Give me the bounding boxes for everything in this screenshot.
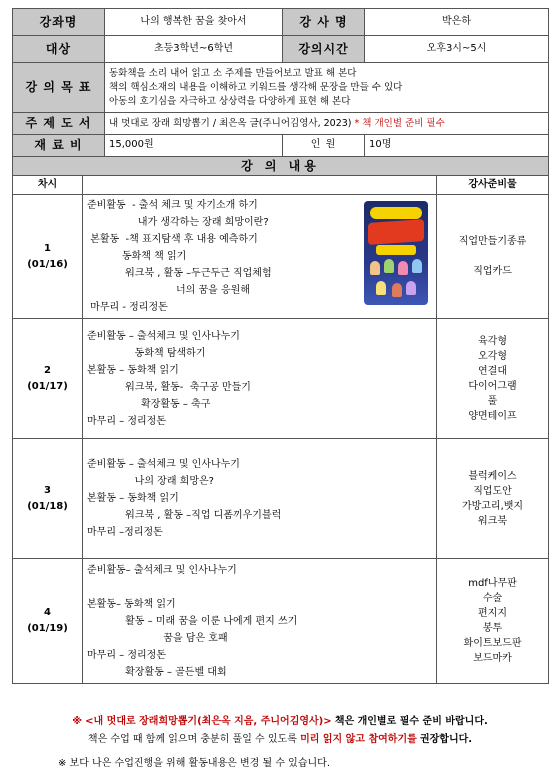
footer-note-2 [12,730,548,745]
footer-text-b: 권장합니다. [419,734,473,745]
book-note: * 책 개인별 준비 필수 [354,117,445,129]
materials-column-header: 강사준비물 [437,176,549,195]
material-item: 연결대 [478,365,507,377]
footer-book-title: <내 멋대로 장래희망뽑기(최은옥 지음, 주니어김영사)> [85,716,332,727]
activity-line: 동화책 탐색하기 [87,347,206,359]
info-table [12,8,549,157]
fee-label: 재 료 비 [13,135,105,157]
session-materials [437,319,549,439]
people-label: 인 원 [283,135,365,157]
material-item: 풀 [487,395,498,407]
session-number: 3 (01/18) [13,439,83,559]
activity-line: 워크북, 활동- 축구공 만들기 [87,381,251,393]
material-item: 육각형 [478,335,507,347]
footer-note-1 [12,712,548,727]
material-item: 오각형 [478,350,507,362]
material-item: 양면테이프 [468,410,517,422]
activity-line [87,579,432,596]
activity-line: 너의 꿈을 응원해 [87,285,250,296]
activity-line: 마무리 - 정리정돈 [87,302,168,313]
material-item: 편지지 [478,608,507,619]
session-activities [83,319,437,439]
material-item: 보드마카 [473,653,512,664]
activity-line: 본활동 -책 표지탐색 후 내용 예측하기 [87,234,258,245]
session-activities [83,559,437,684]
session-materials [437,559,549,684]
material-item: 화이트보드판 [463,638,522,649]
session-column-header: 차시 [13,176,83,195]
material-item: mdf나무판 [468,578,517,589]
material-item: 다이어그램 [468,380,517,392]
activity-line: 확장활동 – 골든벨 대회 [87,666,227,678]
activity-line: 마무리 –정리정돈 [87,527,163,538]
book-cover-image [364,201,428,305]
course-plan [12,8,548,684]
session-number: 1 (01/16) [13,195,83,319]
session-row [13,559,549,684]
session-materials [437,195,549,319]
book-title: 내 멋대로 장래 희망뽑기 / 최은옥 글(주니어김영사, 2023) [109,117,352,129]
material-item: 블럭케이스 [468,470,517,482]
instructor-value: 박은하 [365,9,549,36]
activity-line: 워크북 , 활동 –직업 디폼끼우기블럭 [87,510,282,521]
activity-line: 나의 장래 희망은? [87,476,214,487]
goal-item: 아동의 호기심을 자극하고 상상력을 다양하게 표현 해 본다 [109,95,351,107]
fee-value: 15,000원 [105,135,283,157]
activity-line: 활동 – 미래 꿈을 이룬 나에게 편지 쓰기 [87,615,298,627]
goal-item: 책의 핵심소재의 내용을 이해하고 키워드를 생각해 문장을 만들 수 있다 [109,81,403,93]
footer-required: 책은 개인별로 필수 준비 바랍니다. [334,716,488,727]
session-number: 4 (01/19) [13,559,83,684]
instructor-label: 강 사 명 [283,9,365,36]
time-value: 오후3시~5시 [365,36,549,63]
footer-text-red: 미리 읽지 않고 참여하기를 [300,734,417,745]
activity-line: 준비활동 – 출석체크 및 인사나누기 [87,330,240,342]
course-label: 강좌명 [13,9,105,36]
session-number: 2 (01/17) [13,319,83,439]
course-value: 나의 행복한 꿈을 찾아서 [105,9,283,36]
activity-line: 마무리 – 정리정돈 [87,415,166,427]
material-item [441,249,544,264]
activity-column-header [83,176,437,195]
material-item: 봉투 [482,623,503,634]
activity-line: 본활동– 동화책 읽기 [87,598,176,610]
session-activities [83,195,437,319]
activity-line: 준비활동 - 출석 체크 및 자기소개 하기 [87,200,258,211]
goal-item: 동화책을 소리 내어 읽고 소 주제를 만들어보고 발표 해 본다 [109,67,357,79]
goal-label: 강 의 목 표 [13,63,105,113]
activity-line: 본활동 – 동화책 읽기 [87,493,179,504]
footer-mark: ※ [72,716,82,727]
session-row [13,439,549,559]
activity-line: 본활동 – 동화책 읽기 [87,364,179,376]
material-item: 워크북 [478,515,507,527]
content-table [12,156,549,684]
people-value: 10명 [365,135,549,157]
time-label: 강의시간 [283,36,365,63]
material-item: 직업도안 [473,485,512,497]
book-cell [105,113,549,135]
material-item: 직업카드 [473,266,512,277]
target-value: 초등3학년~6학년 [105,36,283,63]
session-row [13,195,549,319]
content-header: 강 의 내용 [13,157,549,176]
footer-text-a: 책은 수업 때 함께 읽으며 충분히 풀일 수 있도록 [87,734,297,745]
session-activities [83,439,437,559]
activity-line: 워크북 , 활동 –두근두근 직업체험 [87,268,272,279]
activity-line: 마무리 – 정리정돈 [87,649,166,661]
material-item: 직업만들기종류 [458,236,527,247]
material-item: 수술 [482,593,503,604]
book-label: 주 제 도 서 [13,113,105,135]
activity-line: 꿈을 담은 호패 [87,632,228,644]
activity-line: 준비활동 – 출석체크 및 인사나누기 [87,459,240,470]
target-label: 대상 [13,36,105,63]
session-materials [437,439,549,559]
material-item: 가방고리,뱃지 [461,500,524,512]
activity-line: 내가 생각하는 장래 희망이란? [87,217,269,228]
activity-line: 준비활동– 출석체크 및 인사나누기 [87,564,237,576]
activity-line: 확장활동 – 축구 [87,398,211,410]
activity-line: 동화책 책 읽기 [87,251,187,262]
goal-list [105,63,549,113]
footer-note-3: ※ 보다 나은 수업진행을 위해 활동내용은 변경 될 수 있습니다. [58,758,331,769]
session-row [13,319,549,439]
